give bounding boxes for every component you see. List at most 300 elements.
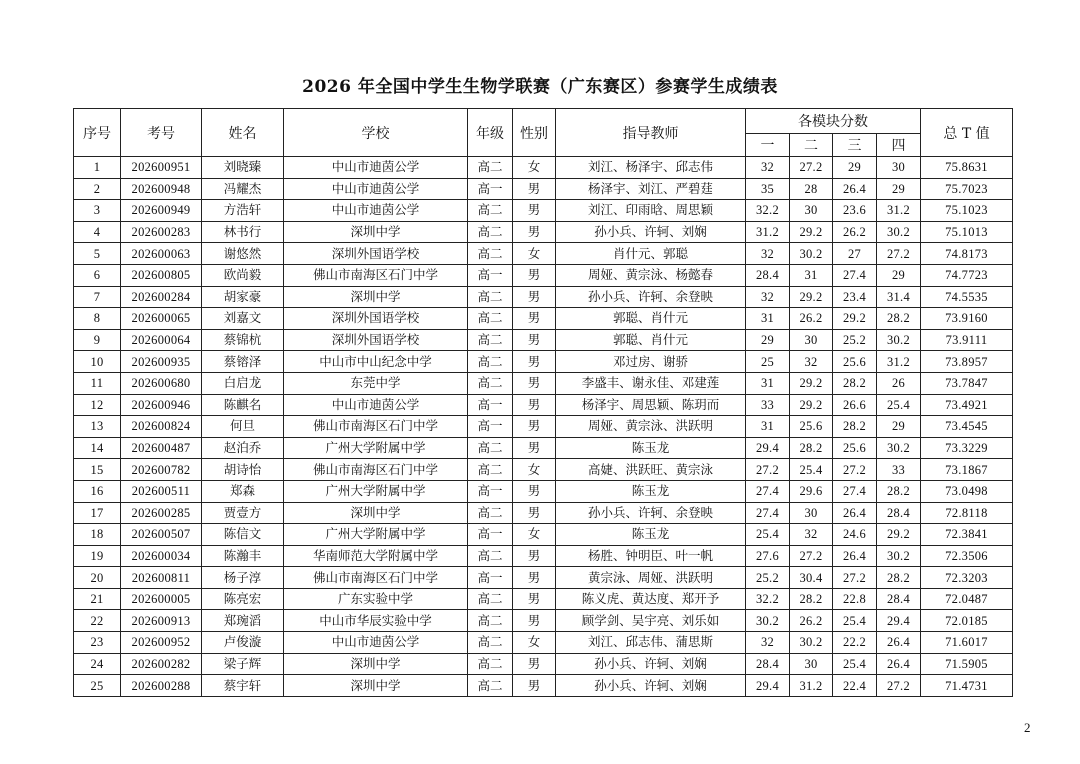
cell-name: 蔡镕泽 xyxy=(202,351,284,373)
cell-exam-id: 202600782 xyxy=(121,459,202,481)
cell-gender: 男 xyxy=(513,610,556,632)
table-row xyxy=(74,351,1013,373)
cell-module-4: 28.2 xyxy=(877,480,921,502)
table-row xyxy=(74,200,1013,222)
table-body xyxy=(74,157,1013,697)
cell-index: 21 xyxy=(74,588,121,610)
cell-module-4: 30 xyxy=(877,157,921,179)
cell-module-4: 28.2 xyxy=(877,567,921,589)
cell-school: 佛山市南海区石门中学 xyxy=(284,459,468,481)
cell-module-3: 22.8 xyxy=(833,588,877,610)
cell-exam-id: 202600283 xyxy=(121,221,202,243)
cell-school: 广州大学附属中学 xyxy=(284,437,468,459)
cell-teachers: 李盛丰、谢永佳、邓建莲 xyxy=(556,372,746,394)
cell-exam-id: 202600005 xyxy=(121,588,202,610)
cell-total: 75.8631 xyxy=(921,157,1013,179)
cell-index: 14 xyxy=(74,437,121,459)
cell-module-2: 30.2 xyxy=(790,632,833,654)
cell-grade: 高一 xyxy=(468,394,513,416)
cell-total: 75.7023 xyxy=(921,178,1013,200)
cell-gender: 男 xyxy=(513,178,556,200)
table-row xyxy=(74,178,1013,200)
cell-gender: 男 xyxy=(513,480,556,502)
table-row xyxy=(74,286,1013,308)
cell-school: 中山市迪茵公学 xyxy=(284,178,468,200)
cell-exam-id: 202600487 xyxy=(121,437,202,459)
cell-name: 梁子辉 xyxy=(202,653,284,675)
table-row xyxy=(74,653,1013,675)
cell-school: 中山市华辰实验中学 xyxy=(284,610,468,632)
cell-module-3: 25.2 xyxy=(833,329,877,351)
cell-module-1: 25.4 xyxy=(746,524,790,546)
cell-index: 15 xyxy=(74,459,121,481)
cell-gender: 女 xyxy=(513,524,556,546)
cell-index: 24 xyxy=(74,653,121,675)
cell-module-1: 31 xyxy=(746,416,790,438)
cell-module-3: 24.6 xyxy=(833,524,877,546)
cell-grade: 高一 xyxy=(468,480,513,502)
cell-grade: 高二 xyxy=(468,632,513,654)
cell-name: 陈瀚丰 xyxy=(202,545,284,567)
header-module-4: 四 xyxy=(877,134,921,157)
cell-grade: 高二 xyxy=(468,351,513,373)
cell-school: 广州大学附属中学 xyxy=(284,524,468,546)
cell-grade: 高一 xyxy=(468,524,513,546)
cell-name: 胡诗怡 xyxy=(202,459,284,481)
page-number: 2 xyxy=(1024,720,1031,735)
cell-index: 23 xyxy=(74,632,121,654)
cell-module-1: 29.4 xyxy=(746,437,790,459)
cell-total: 72.3841 xyxy=(921,524,1013,546)
cell-module-1: 35 xyxy=(746,178,790,200)
cell-school: 深圳中学 xyxy=(284,286,468,308)
cell-name: 蔡宇轩 xyxy=(202,675,284,697)
cell-module-2: 27.2 xyxy=(790,157,833,179)
header-module-group: 各模块分数 xyxy=(746,109,921,134)
header-module-2: 二 xyxy=(790,134,833,157)
table-row xyxy=(74,437,1013,459)
cell-name: 陈信文 xyxy=(202,524,284,546)
cell-index: 11 xyxy=(74,372,121,394)
cell-module-1: 33 xyxy=(746,394,790,416)
cell-exam-id: 202600949 xyxy=(121,200,202,222)
cell-name: 蔡锦杭 xyxy=(202,329,284,351)
cell-school: 深圳外国语学校 xyxy=(284,308,468,330)
cell-total: 71.5905 xyxy=(921,653,1013,675)
cell-total: 74.5535 xyxy=(921,286,1013,308)
cell-total: 73.3229 xyxy=(921,437,1013,459)
cell-index: 10 xyxy=(74,351,121,373)
cell-module-1: 28.4 xyxy=(746,264,790,286)
cell-grade: 高二 xyxy=(468,157,513,179)
cell-exam-id: 202600805 xyxy=(121,264,202,286)
cell-school: 华南师范大学附属中学 xyxy=(284,545,468,567)
cell-school: 中山市中山纪念中学 xyxy=(284,351,468,373)
cell-module-1: 27.2 xyxy=(746,459,790,481)
cell-exam-id: 202600284 xyxy=(121,286,202,308)
cell-module-2: 31 xyxy=(790,264,833,286)
cell-module-3: 22.2 xyxy=(833,632,877,654)
cell-total: 72.3506 xyxy=(921,545,1013,567)
cell-module-2: 30.4 xyxy=(790,567,833,589)
cell-index: 7 xyxy=(74,286,121,308)
cell-module-4: 26.4 xyxy=(877,632,921,654)
cell-teachers: 陈玉龙 xyxy=(556,437,746,459)
table-row xyxy=(74,524,1013,546)
cell-module-4: 28.4 xyxy=(877,502,921,524)
cell-module-3: 28.2 xyxy=(833,416,877,438)
cell-name: 陈麒名 xyxy=(202,394,284,416)
cell-name: 刘晓臻 xyxy=(202,157,284,179)
cell-name: 冯耀杰 xyxy=(202,178,284,200)
cell-gender: 男 xyxy=(513,351,556,373)
table-row xyxy=(74,502,1013,524)
cell-grade: 高二 xyxy=(468,459,513,481)
cell-module-2: 30 xyxy=(790,502,833,524)
cell-teachers: 刘江、邱志伟、蒲思斯 xyxy=(556,632,746,654)
cell-grade: 高二 xyxy=(468,610,513,632)
cell-grade: 高二 xyxy=(468,329,513,351)
cell-index: 6 xyxy=(74,264,121,286)
document-title: 2026 年全国中学生生物学联赛（广东赛区）参赛学生成绩表 xyxy=(302,77,778,97)
cell-gender: 男 xyxy=(513,653,556,675)
cell-teachers: 杨泽宇、周思颖、陈玥而 xyxy=(556,394,746,416)
cell-gender: 男 xyxy=(513,545,556,567)
cell-index: 19 xyxy=(74,545,121,567)
cell-index: 17 xyxy=(74,502,121,524)
header-exam-id: 考号 xyxy=(121,109,202,157)
table-row xyxy=(74,459,1013,481)
cell-module-1: 25.2 xyxy=(746,567,790,589)
cell-name: 白启龙 xyxy=(202,372,284,394)
cell-name: 陈亮宏 xyxy=(202,588,284,610)
cell-name: 刘嘉文 xyxy=(202,308,284,330)
cell-exam-id: 202600034 xyxy=(121,545,202,567)
cell-school: 广州大学附属中学 xyxy=(284,480,468,502)
cell-grade: 高二 xyxy=(468,243,513,265)
cell-module-4: 29 xyxy=(877,264,921,286)
cell-exam-id: 202600935 xyxy=(121,351,202,373)
cell-teachers: 郭聪、肖什元 xyxy=(556,308,746,330)
cell-total: 73.4545 xyxy=(921,416,1013,438)
cell-school: 佛山市南海区石门中学 xyxy=(284,567,468,589)
cell-module-2: 30 xyxy=(790,329,833,351)
table-row xyxy=(74,243,1013,265)
table-row xyxy=(74,372,1013,394)
table-row xyxy=(74,610,1013,632)
cell-index: 3 xyxy=(74,200,121,222)
header-name: 姓名 xyxy=(202,109,284,157)
cell-module-1: 28.4 xyxy=(746,653,790,675)
cell-module-1: 30.2 xyxy=(746,610,790,632)
cell-module-4: 27.2 xyxy=(877,243,921,265)
table-row xyxy=(74,221,1013,243)
cell-index: 5 xyxy=(74,243,121,265)
header-total: 总 T 值 xyxy=(921,109,1013,157)
cell-teachers: 邓过房、谢骄 xyxy=(556,351,746,373)
cell-module-3: 27.2 xyxy=(833,567,877,589)
cell-gender: 男 xyxy=(513,394,556,416)
cell-module-1: 32.2 xyxy=(746,588,790,610)
cell-school: 深圳中学 xyxy=(284,653,468,675)
cell-module-2: 28.2 xyxy=(790,437,833,459)
cell-exam-id: 202600064 xyxy=(121,329,202,351)
cell-total: 75.1013 xyxy=(921,221,1013,243)
table-row xyxy=(74,632,1013,654)
cell-total: 75.1023 xyxy=(921,200,1013,222)
cell-module-2: 26.2 xyxy=(790,308,833,330)
cell-grade: 高二 xyxy=(468,675,513,697)
cell-module-3: 26.4 xyxy=(833,502,877,524)
cell-grade: 高二 xyxy=(468,286,513,308)
cell-module-2: 32 xyxy=(790,351,833,373)
cell-grade: 高二 xyxy=(468,588,513,610)
cell-index: 13 xyxy=(74,416,121,438)
cell-name: 郑琬滔 xyxy=(202,610,284,632)
cell-module-3: 25.6 xyxy=(833,437,877,459)
table-row xyxy=(74,480,1013,502)
cell-module-4: 29 xyxy=(877,178,921,200)
cell-index: 22 xyxy=(74,610,121,632)
cell-index: 25 xyxy=(74,675,121,697)
cell-gender: 男 xyxy=(513,286,556,308)
cell-module-3: 27.4 xyxy=(833,264,877,286)
cell-module-4: 29.2 xyxy=(877,524,921,546)
cell-gender: 男 xyxy=(513,416,556,438)
cell-module-1: 25 xyxy=(746,351,790,373)
header-module-3: 三 xyxy=(833,134,877,157)
cell-name: 郑森 xyxy=(202,480,284,502)
cell-total: 72.0185 xyxy=(921,610,1013,632)
cell-gender: 男 xyxy=(513,567,556,589)
cell-total: 71.4731 xyxy=(921,675,1013,697)
cell-teachers: 周娅、黄宗泳、杨懿春 xyxy=(556,264,746,286)
cell-module-3: 26.6 xyxy=(833,394,877,416)
cell-module-2: 26.2 xyxy=(790,610,833,632)
cell-teachers: 肖什元、郭聪 xyxy=(556,243,746,265)
cell-gender: 男 xyxy=(513,675,556,697)
cell-module-1: 27.6 xyxy=(746,545,790,567)
cell-module-2: 32 xyxy=(790,524,833,546)
cell-school: 深圳中学 xyxy=(284,221,468,243)
cell-grade: 高二 xyxy=(468,221,513,243)
cell-total: 71.6017 xyxy=(921,632,1013,654)
cell-exam-id: 202600065 xyxy=(121,308,202,330)
cell-module-3: 28.2 xyxy=(833,372,877,394)
table-row xyxy=(74,329,1013,351)
cell-exam-id: 202600951 xyxy=(121,157,202,179)
cell-name: 方浩轩 xyxy=(202,200,284,222)
cell-teachers: 孙小兵、许轲、刘娴 xyxy=(556,675,746,697)
cell-exam-id: 202600913 xyxy=(121,610,202,632)
cell-exam-id: 202600288 xyxy=(121,675,202,697)
cell-gender: 女 xyxy=(513,459,556,481)
cell-grade: 高一 xyxy=(468,264,513,286)
cell-gender: 男 xyxy=(513,264,556,286)
cell-school: 中山市迪茵公学 xyxy=(284,632,468,654)
cell-module-4: 33 xyxy=(877,459,921,481)
cell-exam-id: 202600680 xyxy=(121,372,202,394)
cell-module-2: 29.2 xyxy=(790,372,833,394)
table-row xyxy=(74,264,1013,286)
header-school: 学校 xyxy=(284,109,468,157)
table-row xyxy=(74,588,1013,610)
cell-school: 中山市迪茵公学 xyxy=(284,157,468,179)
cell-index: 1 xyxy=(74,157,121,179)
table-row xyxy=(74,567,1013,589)
cell-module-4: 28.2 xyxy=(877,308,921,330)
cell-module-4: 26 xyxy=(877,372,921,394)
cell-grade: 高二 xyxy=(468,437,513,459)
cell-module-3: 29.2 xyxy=(833,308,877,330)
header-grade: 年级 xyxy=(468,109,513,157)
cell-teachers: 郭聪、肖什元 xyxy=(556,329,746,351)
table-row xyxy=(74,157,1013,179)
cell-module-1: 32.2 xyxy=(746,200,790,222)
cell-index: 4 xyxy=(74,221,121,243)
cell-module-3: 26.2 xyxy=(833,221,877,243)
cell-name: 卢俊漩 xyxy=(202,632,284,654)
cell-teachers: 周娅、黄宗泳、洪跃明 xyxy=(556,416,746,438)
cell-module-3: 26.4 xyxy=(833,178,877,200)
cell-teachers: 杨泽宇、刘江、严碧莛 xyxy=(556,178,746,200)
cell-module-2: 25.6 xyxy=(790,416,833,438)
cell-module-1: 29 xyxy=(746,329,790,351)
cell-grade: 高二 xyxy=(468,308,513,330)
cell-school: 深圳中学 xyxy=(284,675,468,697)
cell-exam-id: 202600946 xyxy=(121,394,202,416)
cell-school: 深圳外国语学校 xyxy=(284,329,468,351)
cell-module-2: 30 xyxy=(790,653,833,675)
cell-module-2: 31.2 xyxy=(790,675,833,697)
cell-index: 12 xyxy=(74,394,121,416)
cell-teachers: 陈义虎、黄达度、郑开予 xyxy=(556,588,746,610)
cell-name: 何旦 xyxy=(202,416,284,438)
cell-name: 林书行 xyxy=(202,221,284,243)
cell-name: 杨子淳 xyxy=(202,567,284,589)
cell-index: 18 xyxy=(74,524,121,546)
cell-gender: 女 xyxy=(513,157,556,179)
cell-total: 74.8173 xyxy=(921,243,1013,265)
cell-teachers: 刘江、杨泽宇、邱志伟 xyxy=(556,157,746,179)
cell-total: 73.4921 xyxy=(921,394,1013,416)
cell-grade: 高一 xyxy=(468,178,513,200)
cell-total: 73.0498 xyxy=(921,480,1013,502)
cell-total: 73.1867 xyxy=(921,459,1013,481)
cell-module-2: 29.2 xyxy=(790,286,833,308)
cell-module-4: 31.4 xyxy=(877,286,921,308)
table-row xyxy=(74,545,1013,567)
score-table xyxy=(73,108,1013,697)
cell-module-3: 27.4 xyxy=(833,480,877,502)
cell-exam-id: 202600063 xyxy=(121,243,202,265)
cell-exam-id: 202600285 xyxy=(121,502,202,524)
header-gender: 性别 xyxy=(513,109,556,157)
cell-module-3: 23.4 xyxy=(833,286,877,308)
cell-index: 9 xyxy=(74,329,121,351)
cell-school: 广东实验中学 xyxy=(284,588,468,610)
cell-total: 74.7723 xyxy=(921,264,1013,286)
table-row xyxy=(74,675,1013,697)
cell-module-2: 25.4 xyxy=(790,459,833,481)
cell-module-4: 26.4 xyxy=(877,653,921,675)
cell-grade: 高一 xyxy=(468,416,513,438)
cell-module-4: 31.2 xyxy=(877,351,921,373)
cell-teachers: 孙小兵、许轲、刘娴 xyxy=(556,221,746,243)
cell-total: 72.8118 xyxy=(921,502,1013,524)
cell-grade: 高二 xyxy=(468,502,513,524)
cell-teachers: 陈玉龙 xyxy=(556,524,746,546)
cell-school: 东莞中学 xyxy=(284,372,468,394)
cell-school: 中山市迪茵公学 xyxy=(284,200,468,222)
cell-index: 16 xyxy=(74,480,121,502)
cell-name: 赵泊乔 xyxy=(202,437,284,459)
cell-school: 佛山市南海区石门中学 xyxy=(284,264,468,286)
cell-school: 深圳外国语学校 xyxy=(284,243,468,265)
cell-grade: 高二 xyxy=(468,200,513,222)
cell-module-3: 29 xyxy=(833,157,877,179)
cell-grade: 高二 xyxy=(468,545,513,567)
cell-module-2: 29.2 xyxy=(790,221,833,243)
cell-teachers: 高婕、洪跃旺、黄宗泳 xyxy=(556,459,746,481)
cell-module-3: 26.4 xyxy=(833,545,877,567)
cell-name: 贾壹方 xyxy=(202,502,284,524)
cell-teachers: 陈玉龙 xyxy=(556,480,746,502)
cell-gender: 男 xyxy=(513,221,556,243)
cell-module-4: 27.2 xyxy=(877,675,921,697)
cell-gender: 男 xyxy=(513,372,556,394)
cell-total: 73.7847 xyxy=(921,372,1013,394)
cell-module-1: 27.4 xyxy=(746,480,790,502)
cell-index: 2 xyxy=(74,178,121,200)
cell-module-1: 32 xyxy=(746,632,790,654)
cell-gender: 男 xyxy=(513,437,556,459)
cell-school: 佛山市南海区石门中学 xyxy=(284,416,468,438)
cell-exam-id: 202600948 xyxy=(121,178,202,200)
cell-module-4: 29 xyxy=(877,416,921,438)
cell-exam-id: 202600824 xyxy=(121,416,202,438)
cell-exam-id: 202600511 xyxy=(121,480,202,502)
cell-teachers: 杨胜、钟明臣、叶一帆 xyxy=(556,545,746,567)
cell-total: 73.9111 xyxy=(921,329,1013,351)
cell-module-2: 30.2 xyxy=(790,243,833,265)
cell-exam-id: 202600811 xyxy=(121,567,202,589)
cell-name: 胡家豪 xyxy=(202,286,284,308)
cell-module-2: 29.6 xyxy=(790,480,833,502)
cell-total: 73.8957 xyxy=(921,351,1013,373)
cell-gender: 男 xyxy=(513,502,556,524)
cell-gender: 男 xyxy=(513,200,556,222)
cell-teachers: 孙小兵、许轲、余登映 xyxy=(556,286,746,308)
cell-module-1: 32 xyxy=(746,243,790,265)
cell-grade: 高二 xyxy=(468,653,513,675)
table-row xyxy=(74,416,1013,438)
cell-teachers: 刘江、印雨晗、周思颖 xyxy=(556,200,746,222)
cell-module-1: 32 xyxy=(746,286,790,308)
cell-school: 深圳中学 xyxy=(284,502,468,524)
cell-module-1: 32 xyxy=(746,157,790,179)
cell-exam-id: 202600507 xyxy=(121,524,202,546)
cell-module-2: 29.2 xyxy=(790,394,833,416)
cell-module-2: 30 xyxy=(790,200,833,222)
cell-gender: 男 xyxy=(513,588,556,610)
cell-school: 中山市迪茵公学 xyxy=(284,394,468,416)
cell-module-1: 31 xyxy=(746,308,790,330)
table-row xyxy=(74,394,1013,416)
cell-grade: 高一 xyxy=(468,567,513,589)
cell-module-4: 30.2 xyxy=(877,329,921,351)
cell-module-1: 27.4 xyxy=(746,502,790,524)
